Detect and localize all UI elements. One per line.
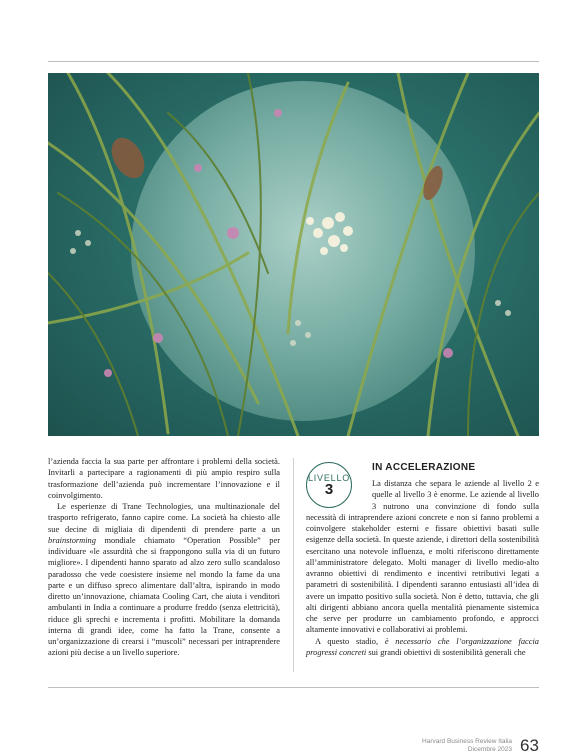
- botanical-photo: [48, 73, 539, 436]
- left-column: [48, 456, 280, 659]
- column-divider: [293, 458, 294, 672]
- top-rule: [48, 61, 539, 62]
- right-column: [306, 478, 539, 658]
- botanical-photo-icon: [48, 73, 539, 436]
- right-paragraph-1: La distanza che separa le aziende al livello 2 e quelle al livello 3 è enorme. Le aziende al livello 3 nutrono una convinzione di fondo sulla necessità di intraprendere azioni concrete e non si fanno problemi a coinvolgere stakeholder esterni e fissare obiettivi basati sulle esigenze della società. In queste aziende, i direttori della sostenibilità esercitano una notevole influenza, e molti riferiscono direttamente all’amministratore delegato. Molti manager di livello medio-alto avranno obiettivi di rendimento e incentivi retributivi legati a parametri di sostenibilità. I dipendenti saranno entusiasti all’idea di avere un impatto positivo sulla società. Non è detto, tuttavia, che gli alti dirigenti abbiano ancora quella mentalità pienamente sistemica che serve per produrre un cambiamento profondo, e approcci altamente innovativi e collaborativi ai problemi.: [306, 479, 539, 635]
- publication-name: Harvard Business Review Italia: [422, 738, 512, 745]
- right-paragraph-2: [306, 636, 539, 659]
- page-number: 63: [520, 736, 539, 755]
- badge-word: LIVELLO: [307, 473, 351, 483]
- footer-publication: [422, 738, 512, 754]
- left-paragraph-1: l’azienda faccia la sua parte per affrontare i problemi della società. Invitarli a partecipare a ragionamenti di più ampio respiro sulla trasformazione dell’azienda può incrementare l’innovazione e il coinvolgimento.: [48, 457, 280, 500]
- badge-number: 3: [324, 481, 334, 498]
- badge-wrap-spacer: [306, 478, 372, 510]
- right-paragraph-2-end: sui grandi obiettivi di sostenibilità generali che: [368, 647, 526, 657]
- right-paragraph-2-start: A questo stadio,: [315, 636, 379, 646]
- left-paragraph-2: Le esperienze di Trane Technologies, una multinazionale del trasporto refrigerato, fanno capire come. La società ha chiesto alle sue decine di migliaia di dipendenti di prendere parte a un brainstorming mondiale chiamato “Operation Possible” per individuare «le assurdità che si frappongono sulla via di un futuro migliore». I dipendenti hanno sparato ad alzo zero sullo scandaloso paradosso che vede coesistere insieme nel mondo la fame da una parte e un diffuso spreco alimentare dall’altra, ispirando in modo diretto un’innovazione, chiamata Cooling Cart, che aiuta i venditori ambulanti in India a continuare a produrre freddo (senza elettricità), riduce gli sprechi e incrementa i profitti. Mobilitare la domanda interna di grandi idee, come ha fatto la Trane, consente a un’organizzazione di crearsi i “muscoli” necessari per intraprendere azioni più decise a un livello superiore.: [48, 502, 280, 658]
- bottom-rule: [48, 687, 539, 688]
- publication-date: Dicembre 2023: [467, 746, 512, 753]
- italic-term: brainstorming: [48, 535, 96, 545]
- section-title: IN ACCELERAZIONE: [372, 462, 476, 473]
- right-paragraph-2-italic: è necessario che l’organizzazione faccia progressi concreti: [306, 636, 539, 657]
